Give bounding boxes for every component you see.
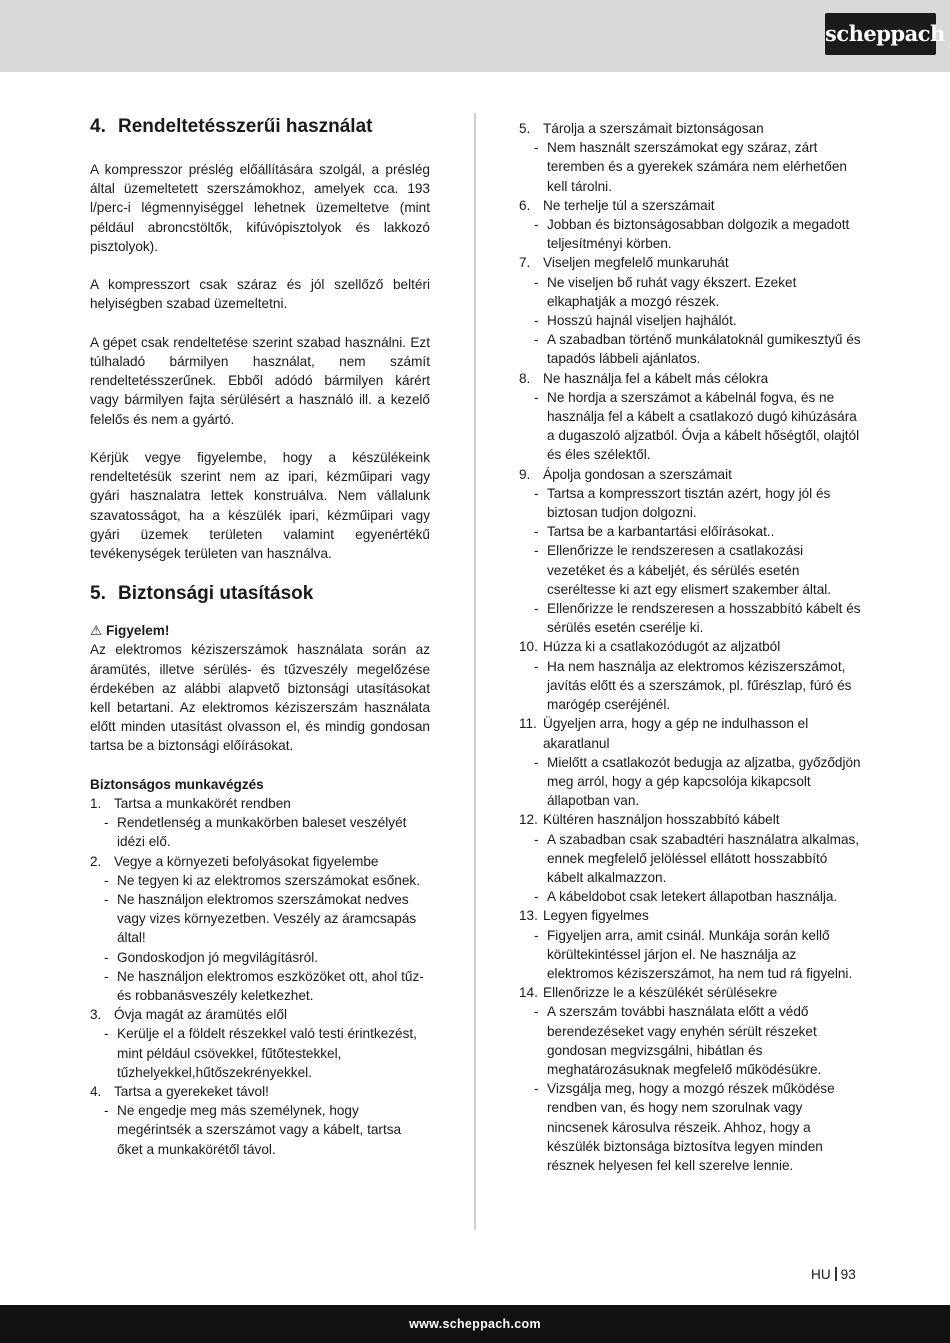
list-bullet xyxy=(519,541,864,599)
item-number: 10. xyxy=(519,639,538,655)
bullet-text: A szerszám további használata előtt a védő berendezéseket vagy enyhén sérült részeket gondosan megvizsgálni, hibátlan és meghatározásuknak megfelelő működésükre. xyxy=(547,1004,822,1077)
list-bullet xyxy=(90,948,430,967)
list-bullet xyxy=(519,753,864,811)
item-title: Legyen figyelmes xyxy=(543,908,649,924)
bullet-text: Ha nem használja az elektromos kéziszerszámot, javítás előtt és a szerszámok, pl. fűrészlap, fúró és marógép cseréjénél. xyxy=(547,658,852,713)
item-number: 5. xyxy=(519,121,531,136)
bullet-text: Kerülje el a földelt részekkel való testi érintkezést, mint például csövekkel, fűtőtestekkel, tűzhelyekkel,hűtőszekrényekkel. xyxy=(117,1026,417,1080)
list-item xyxy=(519,983,864,1002)
list-item xyxy=(90,794,430,813)
bullet-text: Ne viseljen bő ruhát vagy ékszert. Ezeket elkaphatják a mozgó részek. xyxy=(547,274,797,309)
separator xyxy=(835,1267,837,1281)
item-title: Tartsa a gyerekeket távol! xyxy=(114,1084,269,1100)
dash-marker: - xyxy=(104,1103,109,1119)
bullet-text: Ne tegyen ki az elektromos szerszámokat esőnek. xyxy=(117,872,420,888)
list-bullet xyxy=(519,311,864,330)
dash-marker: - xyxy=(534,1081,539,1097)
safety-list-right xyxy=(519,119,864,1175)
item-number: 4. xyxy=(90,1084,102,1100)
dash-marker: - xyxy=(534,754,539,770)
dash-marker: - xyxy=(104,949,109,965)
item-number: 1. xyxy=(90,796,102,812)
bullet-text: Vizsgálja meg, hogy a mozgó részek működése rendben van, és hogy nem szorulnak vagy nincsenek károsulva részeik. Ahhoz, hogy a készülék biztonsága biztosítva legyen minden résznek helyesen fel kell szerelve lennie. xyxy=(547,1081,835,1173)
website-link[interactable]: www.scheppach.com xyxy=(409,1317,541,1331)
bullet-text: Nem használt szerszámokat egy száraz, zárt teremben és a gyerekek számára nem elérhetően kell tárolni. xyxy=(547,140,847,194)
bullet-text: Ne használjon elektromos eszközöket ott, ahol tűz- és robbanásveszély keletkezhet. xyxy=(117,968,424,1004)
item-title: Óvja magát az áramütés elől xyxy=(114,1007,288,1023)
list-item xyxy=(90,852,430,871)
list-bullet xyxy=(519,887,864,906)
bullet-text: Ellenőrizze le rendszeresen a csatlakozási vezetéket és a kábeljét, és sérülés esetén cseréltesse ki azt egy elismert szakember által. xyxy=(547,543,832,597)
dash-marker: - xyxy=(534,217,539,233)
list-item xyxy=(90,1082,430,1101)
item-title: Kültéren használjon hosszabbító kábelt xyxy=(543,812,780,828)
dash-marker: - xyxy=(534,543,539,559)
safety-list-left xyxy=(90,794,430,1159)
paragraph: A kompresszort csak száraz és jól szellőző beltéri helyiségben szabad üzemeltetni. xyxy=(90,277,430,312)
item-number: 8. xyxy=(519,370,531,386)
list-bullet xyxy=(90,871,430,890)
item-title: Húzza ki a csatlakozódugót az aljzatból xyxy=(543,639,781,655)
paragraph: Kérjük vegye figyelembe, hogy a készülékeink rendeltetésük szerint nem az ipari, kézműipari vagy gyári hasznalatra lettek konstruálva. Nem vállalunk szavatosságot, ha a készülék ipari, kézműipari vagy gyári üzemek területen valamint egyenértékű tevékenységek területen van használva. xyxy=(90,450,430,562)
list-item xyxy=(90,1005,430,1024)
list-bullet xyxy=(519,138,864,196)
list-bullet xyxy=(519,599,864,637)
item-number: 11. xyxy=(519,716,537,732)
bullet-text: Ne hordja a szerszámot a kábelnál fogva, és ne használja fel a kábelt a csatlakozó dugó kihúzására a dugaszoló aljzatból. Óvja a kábelt hőségtől, olajtól és éles szélektől. xyxy=(547,389,860,463)
item-title: Ügyeljen arra, hogy a gép ne indulhasson el akaratlanul xyxy=(543,716,809,751)
list-bullet xyxy=(519,830,864,888)
dash-marker: - xyxy=(534,889,539,905)
list-item xyxy=(519,714,864,752)
bullet-text: Ne használjon elektromos szerszámokat nedves vagy vizes környezetben. Veszély az áramcsapás által! xyxy=(117,892,417,946)
list-bullet xyxy=(519,330,864,368)
footer-bar xyxy=(0,1305,950,1343)
bullet-text: Mielőtt a csatlakozót bedugja az aljzatba, győződjön meg arról, hogy a gép kapcsolója kikapcsolt állapotban van. xyxy=(547,754,861,809)
dash-marker: - xyxy=(104,1026,109,1042)
language-code: HU xyxy=(811,1267,831,1282)
dash-marker: - xyxy=(104,872,109,888)
item-number: 6. xyxy=(519,197,531,213)
item-number: 3. xyxy=(90,1007,102,1023)
list-item xyxy=(519,906,864,925)
bullet-text: Tartsa be a karbantartási előírásokat.. xyxy=(547,524,775,540)
dash-marker: - xyxy=(534,313,539,329)
list-bullet xyxy=(519,215,864,253)
brand-logo: scheppach xyxy=(825,13,936,55)
list-bullet xyxy=(90,1101,430,1159)
bullet-text: Hosszú hajnál viseljen hajhálót. xyxy=(547,313,737,329)
item-number: 14. xyxy=(519,985,538,1001)
dash-marker: - xyxy=(534,524,539,540)
page-number-value: 93 xyxy=(840,1267,856,1282)
bullet-text: A szabadban történő munkálatoknál gumikesztyű és tapadós lábbeli ajánlatos. xyxy=(547,332,861,367)
item-number: 2. xyxy=(90,853,102,869)
bullet-text: Rendetlenség a munkakörben baleset veszélyét idézi elő. xyxy=(117,815,407,850)
paragraph: A gépet csak rendeltetése szerint szabad használni. Ezt túlhaladó bármilyen használat, nem számít rendeltetésszerűnek. Ebből adódó bármilyen kárért vagy bármilyen fajta sérülésért a használó ill. a kezelő felelős és nem a gyártó. xyxy=(90,334,430,427)
item-title: Tartsa a munkakörét rendben xyxy=(114,796,291,812)
list-item xyxy=(519,465,864,484)
list-bullet xyxy=(519,657,864,715)
list-item xyxy=(519,119,864,138)
dash-marker: - xyxy=(534,485,539,501)
left-column xyxy=(90,114,430,1159)
item-title: Ne terhelje túl a szerszámait xyxy=(543,197,715,213)
list-item xyxy=(519,369,864,388)
dash-marker: - xyxy=(534,274,539,290)
dash-marker: - xyxy=(534,140,539,156)
dash-marker: - xyxy=(104,815,109,831)
item-title: Ápolja gondosan a szerszámait xyxy=(543,466,732,482)
item-title: Ellenőrizze le a készülékét sérülésekre xyxy=(543,985,778,1001)
dash-marker: - xyxy=(104,968,109,984)
dash-marker: - xyxy=(104,892,109,908)
dash-marker: - xyxy=(534,601,539,617)
column-divider xyxy=(474,113,476,1230)
list-bullet xyxy=(519,484,864,522)
list-item xyxy=(519,253,864,272)
list-bullet xyxy=(519,926,864,984)
bullet-text: Jobban és biztonságosabban dolgozik a megadott teljesítményi körben. xyxy=(547,217,850,252)
bullet-text: A kábeldobot csak letekert állapotban használja. xyxy=(547,889,838,905)
list-bullet xyxy=(519,1079,864,1175)
item-number: 12. xyxy=(519,812,538,828)
warning-text: Az elektromos kéziszerszámok használata során az áramütés, illetve sérülés- és tűzveszély megelőzése érdekében az alábbi alapvető biztonsági utasításokat kell betartani. Az elektromos kéziszerszám használata előtt minden utasítást olvasson el, és mindig gondosan tartsa be a biztonsági előírásokat. xyxy=(90,642,430,754)
right-column xyxy=(519,119,864,1175)
item-number: 13. xyxy=(519,908,538,924)
dash-marker: - xyxy=(534,831,539,847)
list-bullet xyxy=(519,522,864,541)
list-bullet xyxy=(90,813,430,851)
bullet-text: Gondoskodjon jó megvilágításról. xyxy=(117,949,318,965)
item-number: 9. xyxy=(519,466,531,482)
warning-title: ⚠ Figyelem! xyxy=(90,623,170,639)
bullet-text: Tartsa a kompresszort tisztán azért, hogy jól és biztosan tudjon dolgozni. xyxy=(547,485,831,521)
section-heading-4: 4. Rendeltetésszerűi használat xyxy=(90,116,373,137)
list-bullet xyxy=(519,1002,864,1079)
page-number xyxy=(811,1265,856,1284)
bullet-text: A szabadban csak szabadtéri használatra alkalmas, ennek megfelelő jelöléssel ellátott hosszabbító kábelt alkalmazzon. xyxy=(547,831,860,885)
bullet-text: Figyeljen arra, amit csinál. Munkája során kellő körültekintéssel járjon el. Ne használja az elektromos kéziszerszámot, ha nem tud rá figyelni. xyxy=(547,927,853,981)
list-bullet xyxy=(90,967,430,1005)
list-item xyxy=(519,196,864,215)
bullet-text: Ne engedje meg más személynek, hogy megérintsék a szerszámot vagy a kábelt, tartsa őket a munkakörétől távol. xyxy=(117,1103,402,1157)
dash-marker: - xyxy=(534,1004,539,1020)
dash-marker: - xyxy=(534,389,539,405)
list-bullet xyxy=(90,890,430,948)
subheading: Biztonságos munkavégzés xyxy=(90,776,264,792)
bullet-text: Ellenőrizze le rendszeresen a hosszabbító kábelt és sérülés esetén cserélje ki. xyxy=(547,601,861,636)
dash-marker: - xyxy=(534,927,539,943)
item-title: Viseljen megfelelő munkaruhát xyxy=(543,255,729,271)
section-heading-5: 5. Biztonsági utasítások xyxy=(90,583,314,605)
item-number: 7. xyxy=(519,255,531,271)
dash-marker: - xyxy=(534,332,539,348)
paragraph: A kompresszor préslég előállítására szolgál, a préslég által üzemeltetett szerszámokhoz, amelyek cca. 193 l/perc-i légmennyiséggel lehetnek üzemeltetve (mint például abroncstöltők, kifúvópisztolyok és lakkozó pisztolyok). xyxy=(90,162,430,254)
list-bullet xyxy=(90,1024,430,1082)
list-item xyxy=(519,637,864,656)
item-title: Tárolja a szerszámait biztonságosan xyxy=(543,121,764,136)
item-title: Vegye a környezeti befolyásokat figyelembe xyxy=(114,853,379,869)
list-item xyxy=(519,810,864,829)
dash-marker: - xyxy=(534,658,539,674)
item-title: Ne használja fel a kábelt más célokra xyxy=(543,370,769,386)
list-bullet xyxy=(519,388,864,465)
list-bullet xyxy=(519,273,864,311)
header-bar xyxy=(0,0,950,72)
